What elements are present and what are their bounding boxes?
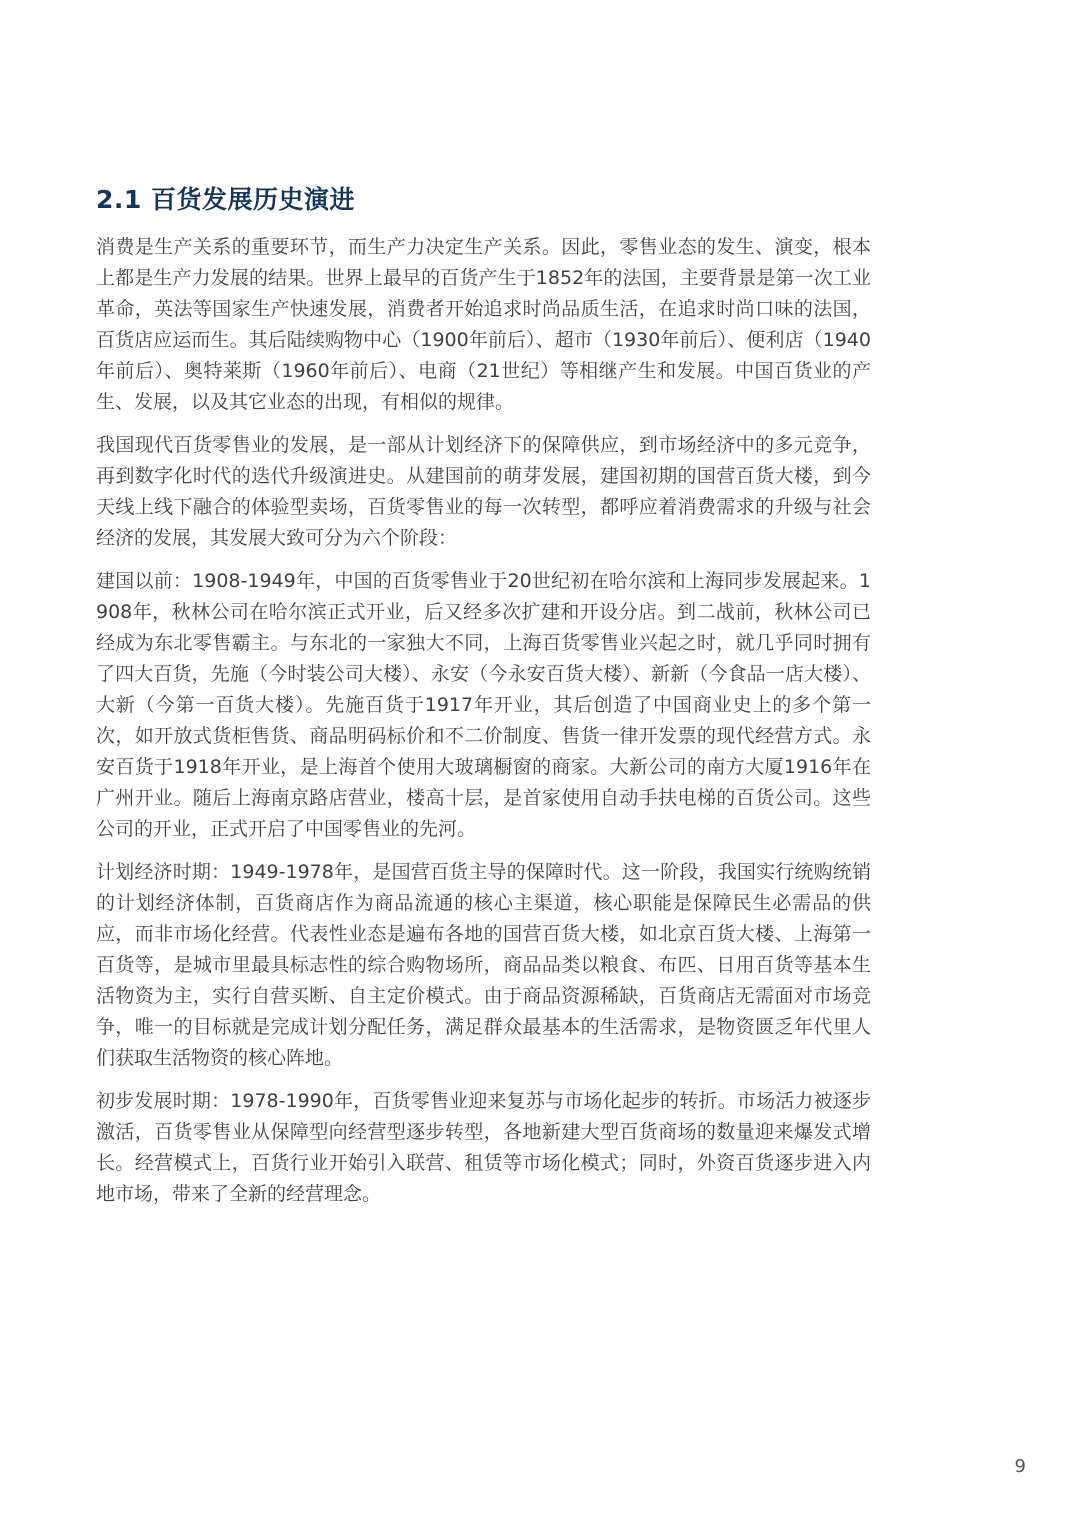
paragraph-overview: 我国现代百货零售业的发展，是一部从计划经济下的保障供应，到市场经济中的多元竞争，再到数字化时代的迭代升级演进史。从建国前的萌芽发展，建国初期的国营百货大楼，到今天线上线下融合的体验型卖场，百货零售业的每一次转型，都呼应着消费需求的升级与社会经济的发展，其发展大致可分为六个阶段：: [96, 434, 871, 549]
paragraph-initial-development: 初步发展时期：1978-1990年，百货零售业迎来复苏与市场化起步的转折。市场活力被逐步激活，百货零售业从保障型向经营型逐步转型，各地新建大型百货商场的数量迎来爆发式增长。经营模式上，百货行业开始引入联营、租赁等市场化模式；同时，外资百货逐步进入内地市场，带来了全新的经营理念。: [96, 1090, 871, 1205]
paragraph-pre-1949: 建国以前：1908-1949年，中国的百货零售业于20世纪初在哈尔滨和上海同步发展起来。1908年，秋林公司在哈尔滨正式开业，后又经多次扩建和开设分店。到二战前，秋林公司已经成为东北零售霸主。与东北的一家独大不同，上海百货零售业兴起之时，就几乎同时拥有了四大百货，先施（今时装公司大楼）、永安（今永安百货大楼）、新新（今食品一店大楼）、大新（今第一百货大楼）。先施百货于1917年开业，其后创造了中国商业史上的多个第一次，如开放式货柜售货、商品明码标价和不二价制度、售货一律开发票的现代经营方式。永安百货于1918年开业，是上海首个使用大玻璃橱窗的商家。大新公司的南方大厦1916年在广州开业。随后上海南京路店营业，楼高十层，是首家使用自动手扶电梯的百货公司。这些公司的开业，正式开启了中国零售业的先河。: [96, 570, 871, 840]
section-title: 2.1 百货发展历史演进: [96, 185, 355, 214]
paragraph-planned-economy: 计划经济时期：1949-1978年，是国营百货主导的保障时代。这一阶段，我国实行统购统销的计划经济体制，百货商店作为商品流通的核心主渠道，核心职能是保障民生必需品的供应，而非市场化经营。代表性业态是遍布各地的国营百货大楼，如北京百货大楼、上海第一百货等，是城市里最具标志性的综合购物场所，商品品类以粮食、布匹、日用百货等基本生活物资为主，实行自营买断、自主定价模式。由于商品资源稀缺，百货商店无需面对市场竞争，唯一的目标就是完成计划分配任务，满足群众最基本的生活需求，是物资匮乏年代里人们获取生活物资的核心阵地。: [96, 861, 871, 1069]
body-text: [96, 232, 871, 1222]
paragraph-intro: 消费是生产关系的重要环节，而生产力决定生产关系。因此，零售业态的发生、演变，根本上都是生产力发展的结果。世界上最早的百货产生于1852年的法国，主要背景是第一次工业革命，英法等国家生产快速发展，消费者开始追求时尚品质生活，在追求时尚口味的法国，百货店应运而生。其后陆续购物中心（1900年前后）、超市（1930年前后）、便利店（1940年前后）、奥特莱斯（1960年前后）、电商（21世纪）等相继产生和发展。中国百货业的产生、发展，以及其它业态的出现，有相似的规律。: [96, 236, 871, 413]
page-number: 9: [1014, 1456, 1026, 1477]
